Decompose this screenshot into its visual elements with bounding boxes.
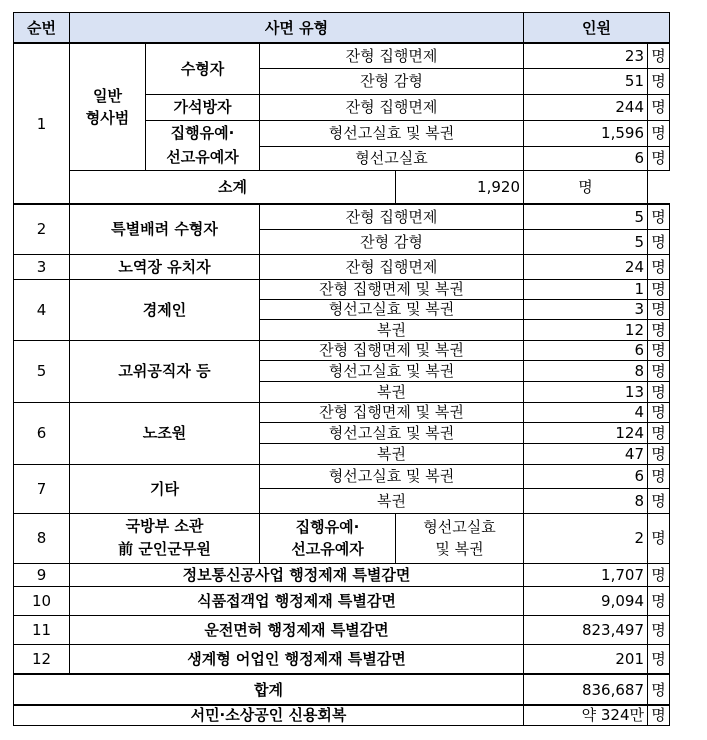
detail-cell: 잔형 집행면제 및 복권 — [260, 402, 524, 422]
count-cell: 201 — [524, 644, 648, 674]
count-cell: 8 — [524, 488, 648, 513]
row-number: 8 — [14, 513, 70, 563]
table-row — [14, 254, 670, 279]
row-number: 7 — [14, 464, 70, 513]
category-label: 일반 형사범 — [70, 43, 146, 170]
table-row — [14, 204, 670, 229]
row-number: 12 — [14, 644, 70, 674]
detail-cell: 형선고실효 및 복권 — [260, 360, 524, 381]
category-label: 노역장 유치자 — [70, 254, 260, 279]
detail-cell: 형선고실효 — [260, 146, 524, 170]
count-cell: 12 — [524, 319, 648, 340]
detail-cell: 잔형 집행면제 — [260, 254, 524, 279]
total-row — [14, 674, 670, 705]
row-number: 4 — [14, 279, 70, 340]
count-cell: 3 — [524, 299, 648, 319]
unit-cell: 명 — [648, 120, 670, 146]
table-row — [14, 644, 670, 674]
subcategory-label: 집행유예· 선고유예자 — [146, 120, 260, 170]
unit-cell: 명 — [648, 146, 670, 170]
count-cell: 23 — [524, 43, 648, 68]
subtotal-row — [14, 170, 670, 204]
table-row — [14, 513, 670, 563]
unit-cell: 명 — [648, 360, 670, 381]
count-cell: 5 — [524, 229, 648, 254]
table-row — [14, 586, 670, 615]
category-label: 기타 — [70, 464, 260, 513]
category-label: 특별배려 수형자 — [70, 204, 260, 254]
unit-cell: 명 — [648, 615, 670, 644]
detail-cell: 잔형 집행면제 — [260, 204, 524, 229]
count-cell: 124 — [524, 422, 648, 443]
detail-cell: 복권 — [260, 488, 524, 513]
table-row — [14, 43, 670, 68]
count-cell: 13 — [524, 381, 648, 402]
row-number: 11 — [14, 615, 70, 644]
row-number: 1 — [14, 43, 70, 204]
unit-cell: 명 — [648, 464, 670, 488]
unit-cell: 명 — [648, 43, 670, 68]
count-cell: 24 — [524, 254, 648, 279]
count-cell: 6 — [524, 340, 648, 360]
row-number: 6 — [14, 402, 70, 464]
table-row — [14, 402, 670, 422]
unit-cell: 명 — [648, 488, 670, 513]
category-label: 운전면허 행정제재 특별감면 — [70, 615, 524, 644]
subcategory-label: 수형자 — [146, 43, 260, 94]
unit-cell: 명 — [648, 94, 670, 120]
category-label: 경제인 — [70, 279, 260, 340]
detail-cell: 잔형 집행면제 — [260, 94, 524, 120]
detail-cell: 잔형 감형 — [260, 229, 524, 254]
unit-cell: 명 — [648, 705, 670, 725]
detail-cell: 형선고실효 및 복권 — [260, 120, 524, 146]
table-row — [14, 563, 670, 586]
unit-cell: 명 — [648, 254, 670, 279]
unit-cell: 명 — [524, 170, 648, 204]
subtotal-label: 소계 — [70, 170, 396, 204]
unit-cell: 명 — [648, 443, 670, 464]
subcategory-label: 집행유예· 선고유예자 — [260, 513, 396, 563]
detail-cell: 잔형 집행면제 — [260, 43, 524, 68]
row-number: 5 — [14, 340, 70, 402]
credit-count: 약 324만 — [524, 705, 648, 725]
unit-cell: 명 — [648, 381, 670, 402]
unit-cell: 명 — [648, 319, 670, 340]
detail-cell: 형선고실효 및 복권 — [260, 299, 524, 319]
detail-cell: 복권 — [260, 443, 524, 464]
detail-cell: 잔형 감형 — [260, 68, 524, 94]
count-cell: 244 — [524, 94, 648, 120]
count-cell: 8 — [524, 360, 648, 381]
category-label: 정보통신공사업 행정제재 특별감면 — [70, 563, 524, 586]
category-label: 노조원 — [70, 402, 260, 464]
table-row — [14, 464, 670, 488]
unit-cell: 명 — [648, 299, 670, 319]
header-count: 인원 — [524, 13, 670, 44]
row-number: 10 — [14, 586, 70, 615]
detail-cell: 잔형 집행면제 및 복권 — [260, 279, 524, 299]
category-label: 식품접객업 행정제재 특별감면 — [70, 586, 524, 615]
unit-cell: 명 — [648, 229, 670, 254]
count-cell: 6 — [524, 464, 648, 488]
detail-cell: 복권 — [260, 381, 524, 402]
unit-cell: 명 — [648, 644, 670, 674]
count-cell: 2 — [524, 513, 648, 563]
count-cell: 9,094 — [524, 586, 648, 615]
row-number: 3 — [14, 254, 70, 279]
subtotal-count: 1,920 — [396, 170, 524, 204]
total-label: 합계 — [14, 674, 524, 705]
unit-cell: 명 — [648, 674, 670, 705]
detail-cell: 잔형 집행면제 및 복권 — [260, 340, 524, 360]
unit-cell: 명 — [648, 513, 670, 563]
category-label: 생계형 어업인 행정제재 특별감면 — [70, 644, 524, 674]
header-type: 사면 유형 — [70, 13, 524, 44]
amnesty-table — [13, 12, 670, 726]
credit-row — [14, 705, 670, 725]
unit-cell: 명 — [648, 340, 670, 360]
detail-cell: 복권 — [260, 319, 524, 340]
count-cell: 823,497 — [524, 615, 648, 644]
unit-cell: 명 — [648, 563, 670, 586]
count-cell: 5 — [524, 204, 648, 229]
table-row — [14, 279, 670, 299]
category-label: 국방부 소관 前 군인군무원 — [70, 513, 260, 563]
row-number: 9 — [14, 563, 70, 586]
category-label: 고위공직자 등 — [70, 340, 260, 402]
detail-cell: 형선고실효 및 복권 — [396, 513, 524, 563]
subcategory-label: 가석방자 — [146, 94, 260, 120]
unit-cell: 명 — [648, 279, 670, 299]
unit-cell: 명 — [648, 402, 670, 422]
count-cell: 1 — [524, 279, 648, 299]
count-cell: 47 — [524, 443, 648, 464]
unit-cell: 명 — [648, 204, 670, 229]
detail-cell: 형선고실효 및 복권 — [260, 422, 524, 443]
detail-cell: 형선고실효 및 복권 — [260, 464, 524, 488]
count-cell: 4 — [524, 402, 648, 422]
count-cell: 51 — [524, 68, 648, 94]
total-count: 836,687 — [524, 674, 648, 705]
count-cell: 6 — [524, 146, 648, 170]
table-row — [14, 340, 670, 360]
header-row — [14, 13, 670, 44]
row-number: 2 — [14, 204, 70, 254]
unit-cell: 명 — [648, 586, 670, 615]
count-cell: 1,596 — [524, 120, 648, 146]
unit-cell: 명 — [648, 422, 670, 443]
header-no: 순번 — [14, 13, 70, 44]
credit-label: 서민·소상공인 신용회복 — [14, 705, 524, 725]
count-cell: 1,707 — [524, 563, 648, 586]
table-row — [14, 615, 670, 644]
unit-cell: 명 — [648, 68, 670, 94]
